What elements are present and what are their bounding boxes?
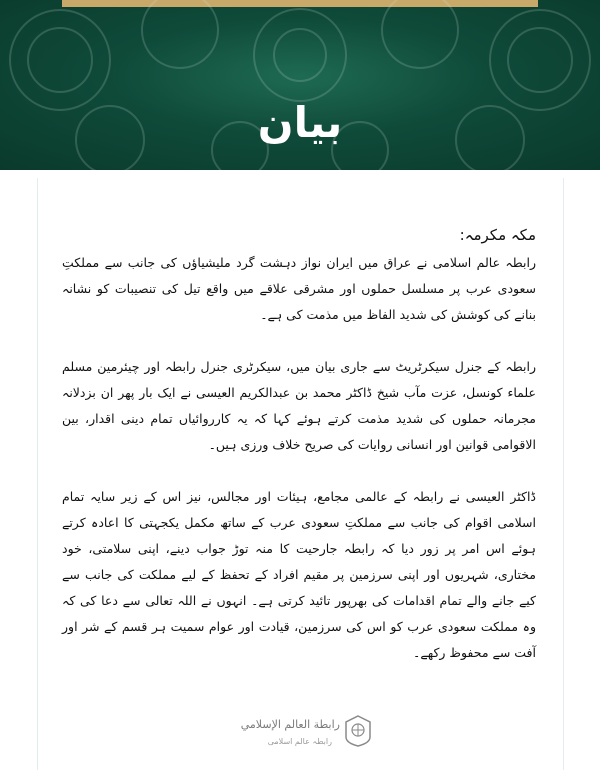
page-title: بیان xyxy=(257,98,343,147)
paragraph-2: رابطہ کے جنرل سیکرٹریٹ سے جاری بیان میں، سیکرٹری جنرل رابطہ اور چیئرمین مسلم علماء کونسل، عزت مآب شیخ ڈاکٹر محمد بن عبدالکریم العیسی نے ایک بار پھر ان بزدلانہ مجرمانہ حملوں کی شدید مذمت کرتے ہوئے کہا کہ یہ کارروائیاں تمام دینی اقدار، بین الاقوامی قوانین اور انسانی روایات کی صریح خلاف ورزی ہیں۔ xyxy=(62,359,536,452)
dateline: مکہ مکرمہ: xyxy=(459,226,536,244)
mwl-emblem-icon xyxy=(344,715,372,747)
footer-logo xyxy=(232,715,372,753)
statement-body xyxy=(62,226,536,692)
paragraph-3: ڈاکٹر العیسی نے رابطہ کے عالمی مجامع، ہیئات اور مجالس، نیز اس کے زیر سایہ تمام اسلامی اقوام کی جانب سے مملکتِ سعودی عرب کے ساتھ مکمل یکجہتی کا اعادہ کرتے ہوئے اس امر پر زور دیا کہ رابطہ جارحیت کا منہ توڑ جواب دینے، اپنی سلامتی، خود مختاری، شہریوں اور اپنی سرزمین پر مقیم افراد کے تحفظ کے لیے مملکت کی جانب سے کیے جانے والے تمام اقدامات کی بھرپور تائید کرتی ہے۔ انہوں نے اللہ تعالی سے دعا کی کہ وہ مملکت سعودی عرب کو اس کی سرزمین، قیادت اور عوام سمیت ہر قسم کے شر اور آفت سے محفوظ رکھے۔ xyxy=(62,489,536,660)
paragraph-1: رابطہ عالم اسلامی نے عراق میں ایران نواز دہشت گرد ملیشیاؤں کی جانب سے مملکتِ سعودی عرب پر مسلسل حملوں اور مشرقی علاقے میں واقع تیل کی تنصیبات کو نشانہ بنانے کی کوشش کی شدید الفاظ میں مذمت کی ہے۔ xyxy=(62,255,536,322)
logo-text-urdu: رابطہ عالم اسلامی xyxy=(267,737,332,746)
header-banner xyxy=(0,0,600,170)
logo-text-arabic: رابطة العالم الإسلامي xyxy=(240,718,340,731)
